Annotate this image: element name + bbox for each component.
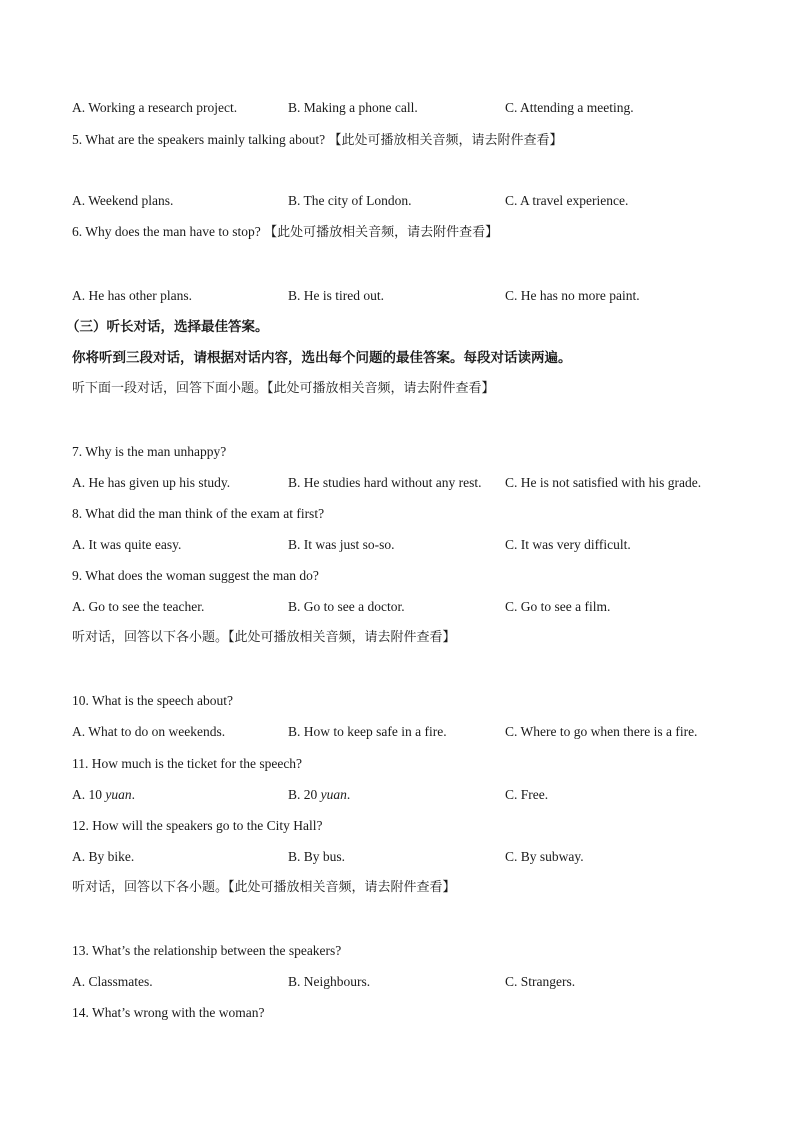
q12-option-c[interactable]: C. By subway. (505, 849, 584, 864)
q4-option-b[interactable]: B. Making a phone call. (288, 100, 418, 115)
q11-option-c[interactable]: C. Free. (505, 787, 549, 802)
q11-option-a[interactable] (72, 786, 135, 804)
dialogue-1-audio-note[interactable]: 听下面一段对话，回答下面小题。【此处可播放相关音频，请去附件查看】 (72, 381, 495, 396)
q11-options (72, 786, 732, 804)
q11-option-b[interactable] (288, 786, 350, 804)
q12-option-b[interactable]: B. By bus. (288, 849, 346, 864)
q5-option-a[interactable]: A. Weekend plans. (72, 193, 174, 208)
q5-option-b[interactable]: B. The city of London. (288, 193, 412, 208)
q11-question: 11. How much is the ticket for the speech? (72, 756, 303, 771)
q5-question-text: 5. What are the speakers mainly talking about? (72, 132, 326, 147)
q6-option-a[interactable]: A. He has other plans. (72, 288, 192, 303)
q13-option-b[interactable]: B. Neighbours. (288, 974, 371, 989)
q12-options (72, 848, 732, 866)
q9-options (72, 598, 732, 616)
q12-question: 12. How will the speakers go to the City Hall? (72, 818, 323, 833)
section-3-heading: （三）听长对话，选择最佳答案。 (66, 319, 269, 335)
q10-options (72, 723, 732, 741)
q7-option-a[interactable]: A. He has given up his study. (72, 475, 231, 490)
section-3-instruction: 你将听到三段对话，请根据对话内容，选出每个问题的最佳答案。每段对话读两遍。 (72, 350, 572, 366)
dialogue-2-audio-note[interactable]: 听对话，回答以下各小题。【此处可播放相关音频，请去附件查看】 (72, 630, 456, 645)
q8-options (72, 536, 732, 554)
q8-option-b[interactable]: B. It was just so-so. (288, 537, 395, 552)
q5-question (72, 131, 732, 150)
q14-question: 14. What’s wrong with the woman? (72, 1005, 265, 1020)
q7-question: 7. Why is the man unhappy? (72, 444, 227, 459)
q5-options (72, 192, 732, 210)
q10-question: 10. What is the speech about? (72, 693, 233, 708)
q4-option-c[interactable]: C. Attending a meeting. (505, 100, 634, 115)
dialogue-3-audio-note[interactable]: 听对话，回答以下各小题。【此处可播放相关音频，请去附件查看】 (72, 880, 456, 895)
q9-question: 9. What does the woman suggest the man do? (72, 568, 319, 583)
q11-option-a-period: . (131, 787, 135, 802)
q13-option-a[interactable]: A. Classmates. (72, 974, 153, 989)
q11-option-b-amount: B. 20 (288, 787, 321, 802)
q7-option-b[interactable]: B. He studies hard without any rest. (288, 475, 482, 490)
q8-option-a[interactable]: A. It was quite easy. (72, 537, 182, 552)
q6-option-c[interactable]: C. He has no more paint. (505, 288, 640, 303)
q11-option-b-unit: yuan (320, 787, 347, 802)
q10-option-c[interactable]: C. Where to go when there is a fire. (505, 724, 698, 739)
q5-option-c[interactable]: C. A travel experience. (505, 193, 629, 208)
q6-question (72, 223, 732, 242)
q11-option-b-period: . (346, 787, 351, 802)
q9-option-c[interactable]: C. Go to see a film. (505, 599, 611, 614)
q4-options (72, 99, 732, 117)
q13-options (72, 973, 732, 991)
q7-option-c[interactable]: C. He is not satisfied with his grade. (505, 475, 702, 490)
q13-question: 13. What’s the relationship between the speakers? (72, 943, 342, 958)
q8-question: 8. What did the man think of the exam at first? (72, 506, 325, 521)
q6-audio-link[interactable]: 【此处可播放相关音频，请去附件查看】 (264, 225, 499, 240)
q7-options (72, 474, 732, 492)
q8-option-c[interactable]: C. It was very difficult. (505, 537, 631, 552)
q12-option-a[interactable]: A. By bike. (72, 849, 135, 864)
q9-option-b[interactable]: B. Go to see a doctor. (288, 599, 405, 614)
q6-option-b[interactable]: B. He is tired out. (288, 288, 384, 303)
q6-question-text: 6. Why does the man have to stop? (72, 224, 261, 239)
q13-option-c[interactable]: C. Strangers. (505, 974, 576, 989)
q10-option-b[interactable]: B. How to keep safe in a fire. (288, 724, 447, 739)
q5-audio-link[interactable]: 【此处可播放相关音频，请去附件查看】 (328, 133, 563, 148)
q9-option-a[interactable]: A. Go to see the teacher. (72, 599, 205, 614)
q11-option-a-unit: yuan (105, 787, 132, 802)
q6-options (72, 287, 732, 305)
q11-option-a-amount: A. 10 (72, 787, 106, 802)
q4-option-a[interactable]: A. Working a research project. (72, 100, 238, 115)
q10-option-a[interactable]: A. What to do on weekends. (72, 724, 226, 739)
